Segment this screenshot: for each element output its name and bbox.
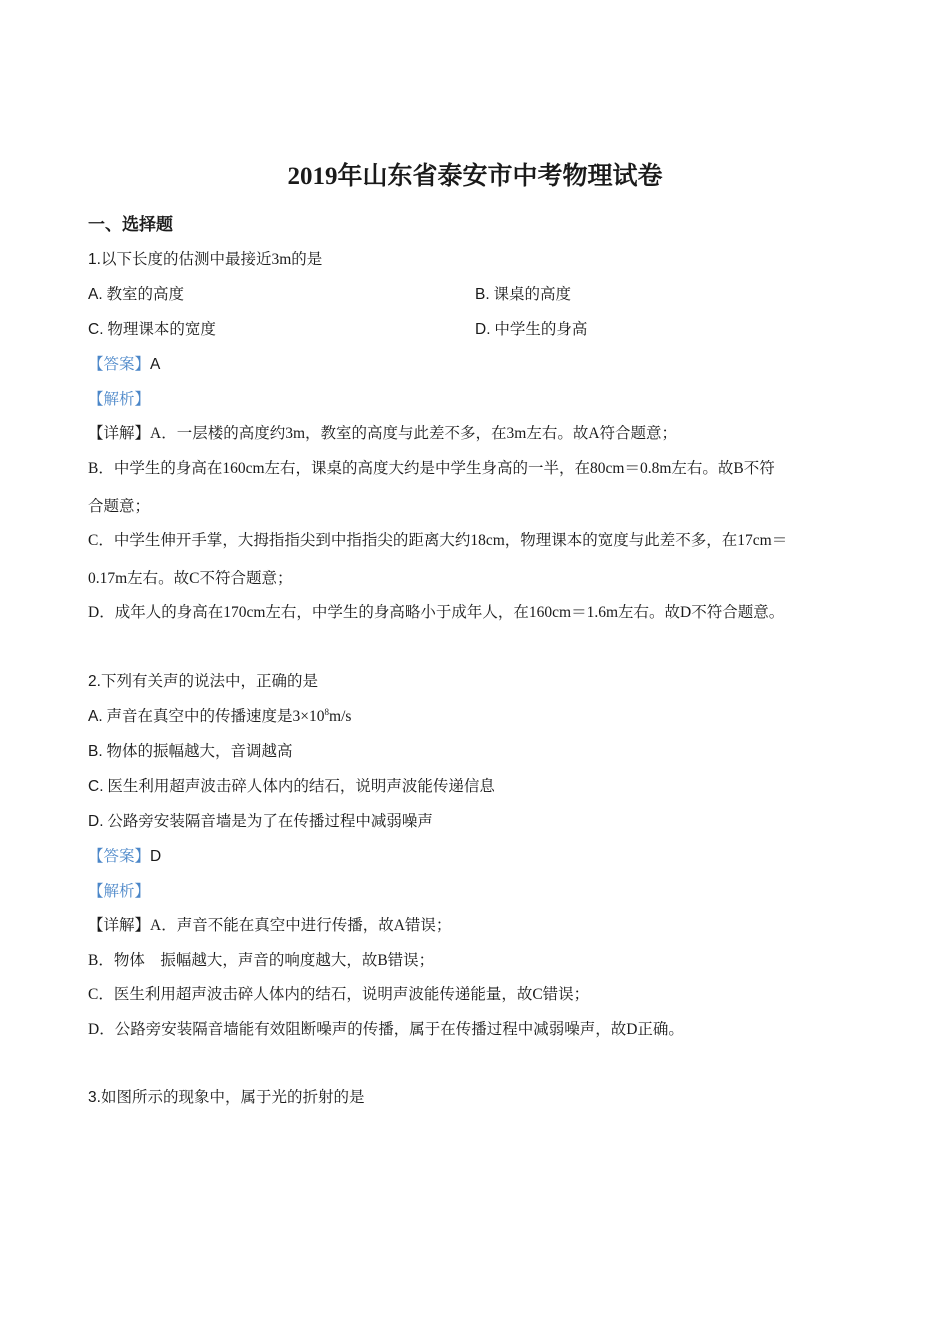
analysis-tag: 【解析】 bbox=[88, 883, 151, 900]
detail-line: 合题意； bbox=[88, 498, 151, 515]
option-b: B. 课桌的高度 bbox=[475, 286, 572, 303]
answer-value: A bbox=[150, 356, 161, 373]
detail-line: 【详解】A．声音不能在真空中进行传播，故A错误； bbox=[88, 917, 452, 934]
question-stem: 以下长度的估测中最接近3m的是 bbox=[100, 251, 323, 268]
option-d: D. 中学生的身高 bbox=[475, 321, 588, 338]
option-d: D. 公路旁安装隔音墙是为了在传播过程中减弱噪声 bbox=[88, 813, 433, 830]
question-stem: 下列有关声的说法中，正确的是 bbox=[100, 673, 318, 690]
answer-line bbox=[88, 355, 160, 375]
detail-tag: 【详解】 bbox=[88, 425, 151, 442]
answer-value: D bbox=[150, 848, 162, 865]
option-c: C. 物理课本的宽度 bbox=[88, 321, 216, 338]
question-stem: 如图所示的现象中，属于光的折射的是 bbox=[100, 1089, 365, 1106]
answer-line bbox=[88, 847, 161, 867]
analysis-tag: 【解析】 bbox=[88, 391, 151, 408]
question-3 bbox=[88, 1088, 364, 1108]
question-number: 3. bbox=[88, 1089, 101, 1106]
option-b: B. 物体的振幅越大，音调越高 bbox=[88, 743, 293, 760]
option-c: C. 医生利用超声波击碎人体内的结石，说明声波能传递信息 bbox=[88, 778, 495, 795]
option-a: A. 教室的高度 bbox=[88, 286, 185, 303]
option-a: A. 声音在真空中的传播速度是$3\times 10^8m/s$ bbox=[88, 706, 352, 725]
detail-line: D．成年人的身高在170cm左右，中学生的身高略小于成年人，在160cm＝1.6m左右。故D不符合题意。 bbox=[88, 604, 785, 621]
answer-tag: 【答案】 bbox=[88, 848, 151, 865]
question-2 bbox=[88, 672, 318, 692]
detail-line: D．公路旁安装隔音墙能有效阻断噪声的传播，属于在传播过程中减弱噪声，故D正确。 bbox=[88, 1021, 684, 1038]
detail-line: 0.17m左右。故C不符合题意； bbox=[88, 570, 293, 587]
question-1 bbox=[88, 250, 322, 270]
detail-line: B．中学生的身高在160cm左右，课桌的高度大约是中学生身高的一半，在80cm＝0.8m左右。故B不符 bbox=[88, 460, 775, 477]
detail-line: 【详解】A．一层楼的高度约3m，教室的高度与此差不多，在3m左右。故A符合题意； bbox=[88, 425, 678, 442]
section-heading: 一、选择题 bbox=[88, 215, 173, 234]
detail-tag: 【详解】 bbox=[88, 917, 151, 934]
question-number: 2. bbox=[88, 673, 101, 690]
detail-line: C．医生利用超声波击碎人体内的结石，说明声波能传递能量，故C错误； bbox=[88, 986, 590, 1003]
detail-line: C．中学生伸开手掌，大拇指指尖到中指指尖的距离大约18cm，物理课本的宽度与此差不多，在17cm＝ bbox=[88, 532, 788, 549]
page-title: 2019年山东省泰安市中考物理试卷 bbox=[287, 163, 663, 190]
question-number: 1. bbox=[88, 251, 101, 268]
answer-tag: 【答案】 bbox=[88, 356, 151, 373]
detail-line: B．物体 振幅越大，声音的响度越大，故B错误； bbox=[88, 952, 435, 969]
